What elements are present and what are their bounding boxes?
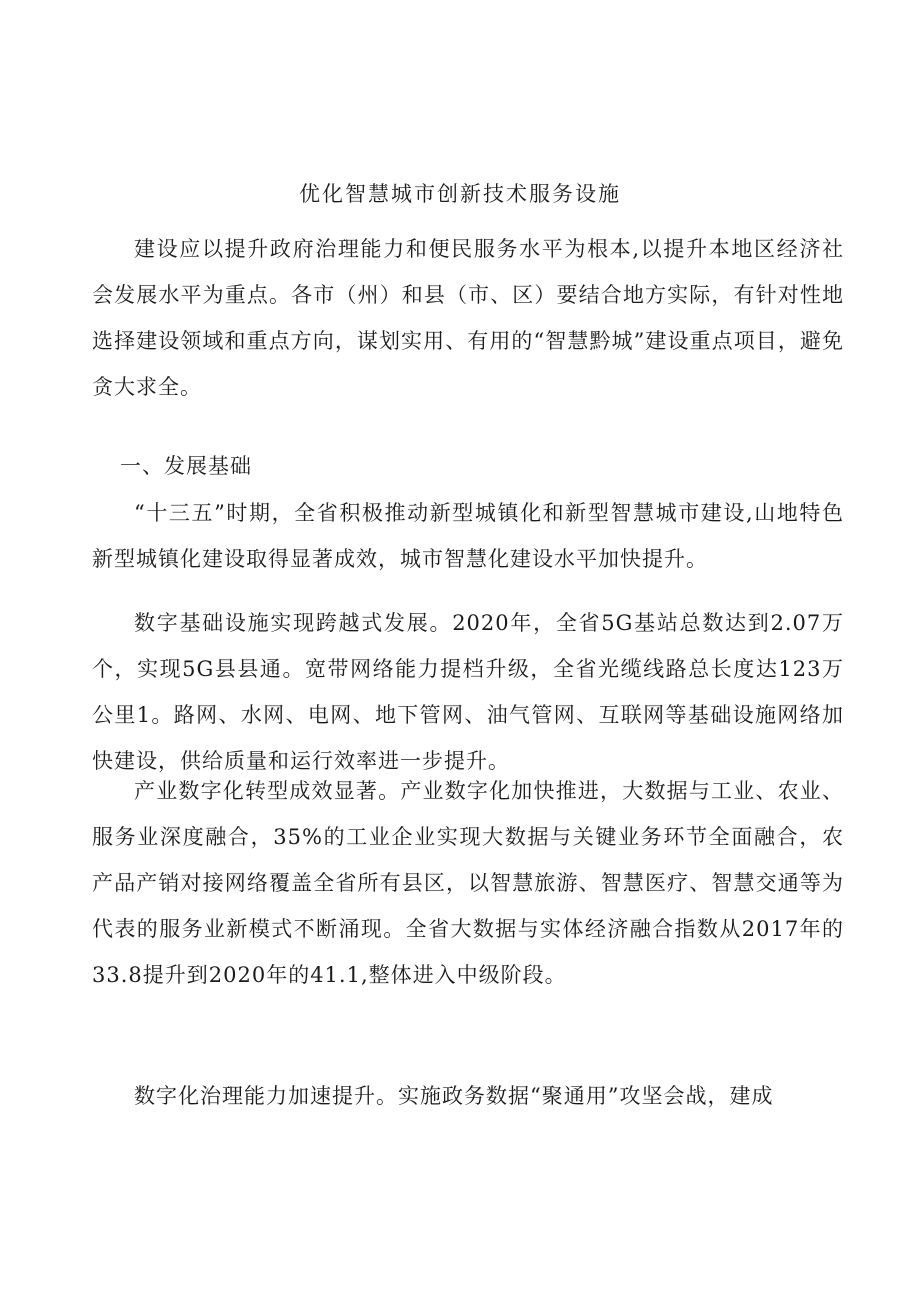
paragraph-industry-digitalization: 产业数字化转型成效显著。产业数字化加快推进，大数据与工业、农业、服务业深度融合，35%的工业企业实现大数据与关键业务环节全面融合，农产品产销对接网络覆盖全省所有县区，以智慧旅游、智慧医疗、智慧交通等为代表的服务业新模式不断涌现。全省大数据与实体经济融合指数从2017年的33.8提升到2020年的41.1,整体进入中级阶段。 <box>92 779 844 987</box>
paragraph-digital-governance: 数字化治理能力加速提升。实施政务数据“聚通用”攻坚会战，建成 <box>134 1084 774 1108</box>
section-heading: 一、发展基础 <box>120 454 252 478</box>
document-title: 优化智慧城市创新技术服务设施 <box>299 182 621 206</box>
intro-paragraph: 建设应以提升政府治理能力和便民服务水平为根本,以提升本地区经济社会发展水平为重点。各市（州）和县（市、区）要结合地方实际，有针对性地选择建设领域和重点方向，谋划实用、有用的“智慧黔城”建设重点项目，避免贪大求全。 <box>92 237 844 399</box>
paragraph-digital-infrastructure: 数字基础设施实现跨越式发展。2020年，全省5G基站总数达到2.07万个，实现5G县县通。宽带网络能力提档升级，全省光缆线路总长度达123万公里1。路网、水网、电网、地下管网、油气管网、互联网等基础设施网络加快建设，供给质量和运行效率进一步提升。 <box>92 611 844 773</box>
paragraph-development-overview: “十三五”时期，全省积极推动新型城镇化和新型智慧城市建设,山地特色新型城镇化建设取得显著成效，城市智慧化建设水平加快提升。 <box>92 501 844 571</box>
